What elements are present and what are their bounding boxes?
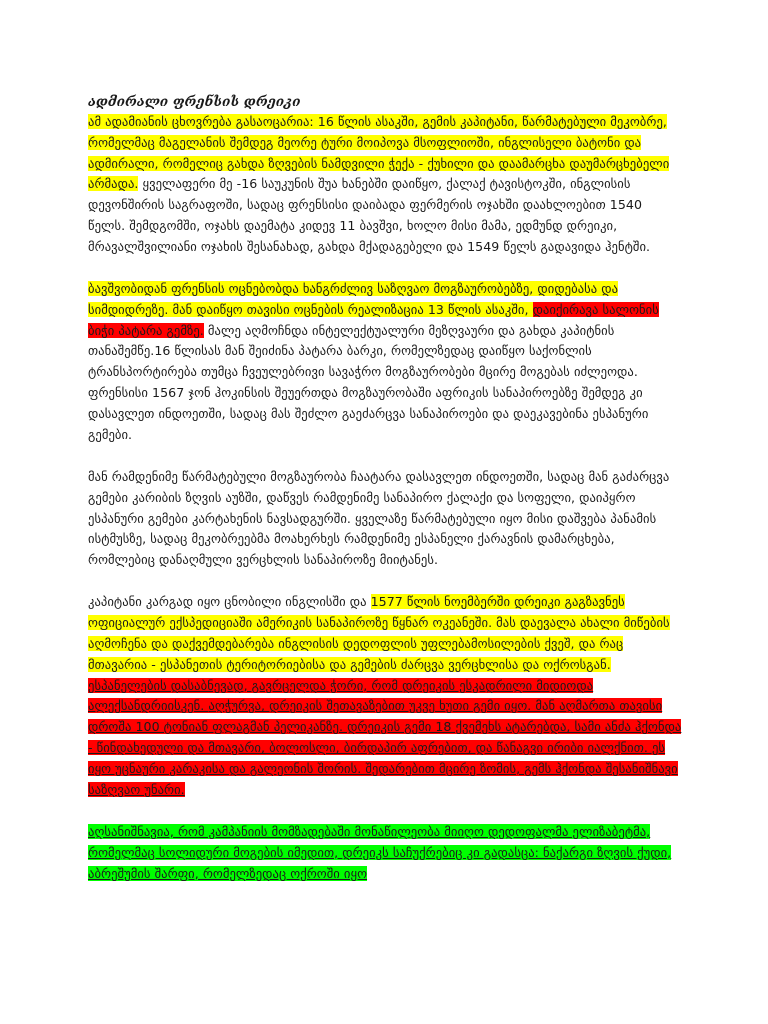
document-page (88, 92, 682, 906)
document-title: ადმირალი ფრენსის დრეიკი (88, 94, 301, 110)
body-text: ყველაფერი მე -16 საუკუნის შუა ხანებში დაიწყო, ქალაქ ტავისტოკში, ინგლისის დევონშირის საგრაფოში, სადაც ფრენსისი დაიბადა ფერმერის ოჯახში დაახლოებით 1540 წელს. შემდგომში, ოჯახს დაემატა კიდევ 11 ბავშვი, ხოლო მისი მამა, ედმუნდ დრეიკი, მრავალშვილიანი ოჯახის შესანახად, გახდა მქადაგებელი და 1549 წელს გადავიდა ჰენტში. (88, 176, 651, 254)
body-text: მან რამდენიმე წარმატებული მოგზაურობა ჩაატარა დასავლეთ ინდოეთში, სადაც მან გაძარცვა გემები კარიბის ზღვის აუზში, დაწვეს რამდენიმე სანაპირო ქალაქი და სოფელი, დაიპყრო ესპანური გემები კარტახენის ნავსადგურში. ყველაზე წარმატებული იყო მისი დაშვება პანამის ისტმუსზე, სადაც მეკობრეებმა მოახერხეს რამდენიმე ესპანელი ქარავნის დამარცხება, რომლებიც დანაღმული ვერცხლის სანაპიროზე მიიტანეს. (88, 468, 670, 568)
highlighted-text-red: ესპანელების დასაბნევად, გავრცელდა ჭორი, რომ დრეიკის ესკადრილი მიდიოდა ალექსანდრიისკენ. (88, 677, 594, 714)
paragraph-2 (88, 279, 682, 445)
paragraph-3 (88, 467, 682, 571)
highlighted-text-red: დაიქირავა სალონის ბიჭი პატარა გემზე. (88, 301, 659, 338)
paragraph-5 (88, 822, 682, 884)
highlighted-text-yellow: ამ ადამიანის ცხოვრება გასაოცარია: 16 წლის ასაკში, გემის კაპიტანი, წარმატებული მეკობრე, რომელმაც მაგელანის შემდეგ მეორე ტური მოიპოვა მსოფლიოში, ინგლისელი ბატონი და ადმირალი, რომელიც გახდა ზღვების ნამდვილი ჭექა - ქუხილი და დაამარცხა დაუმარცხებელი არმადა. (88, 114, 670, 192)
highlighted-text-red: აღჭურვა, დრეიკის შეთავაზებით უკვე ხუთი გემი იყო. მან აღმართა თავისი დროშა 100 ტონიან ფლაგმან პელიკანზე. დრეიკის გემი 18 ქვემეხს ატარებდა, სამი ანძა ჰქონდა - წინდახედული და მთავარი, ბოლოსლი, ბირდაპირ აფრებით, და წანაგვი ირიბი იალქნით. ეს იყო უცნაური კარაკისა და გალეონის შორის. შედარებით მცირე ზომის, გემს ჰქონდა შესანიშნავი საზღვაო უნარი. (88, 698, 682, 797)
body-text: მალე აღმოჩნდა ინტელექტუალური მეზღვაური და გახდა კაპიტნის თანაშემწე.16 წლისას მან შეიძინა პატარა ბარკი, რომელზედაც დაიწყო საქონლის ტრანსპორტირება თუმცა ჩვეულებრივი სავაჭრო მოგზაურობები მცირე მოგებას იძლეოდა. ფრენსისი 1567 ჯონ ჰოკინსის შეუერთდა მოგზაურობაში აფრიკის სანაპიროებზე შემდეგ კი დასავლეთ ინდოეთში, სადაც მას შეძლო გაეძარცვა სანაპიროები და დაეკავებინა ესპანური გემები. (88, 322, 649, 442)
paragraph-4 (88, 592, 682, 800)
highlighted-text-yellow: ბავშვობიდან ფრენსის ოცნებობდა ხანგრძლივ საზღვაო მოგზაურობებზე, დიდებასა და სიმდიდრეზე. მან დაიწყო თავისი ოცნების რეალიზაცია 13 წლის ასაკში, (88, 281, 619, 317)
highlighted-text-green: აღსანიშნავია, რომ კამპანიის მომზადებაში მონაწილეობა მიიღო დედოფალმა ელიზაბეტმა, რომელმაც სოლიდური მოგების იმედით, დრეიკს საჩუქრებიც კი გადასცა: ნაქარგი ზღვის ქუდი, აბრეშუმის შარფი, რომელზედაც ოქროში იყო (88, 823, 672, 881)
body-text: კაპიტანი კარგად იყო ცნობილი ინგლისში და (88, 594, 371, 610)
highlighted-text-yellow: 1577 წლის ნოემბერში დრეიკი გაგზავნეს ოფიციალურ ექსპედიციაში ამერიკის სანაპიროზე წყნარ ოკეანეში. მას დაევალა ახალი მიწების აღმოჩენა და დაქვემდებარება ინგლისის დედოფლის უფლებამოსილების ქვეშ, და რაც მთავარია - ესპანეთის ტერიტორიებისა და გემების ძარცვა ვერცხლისა და ოქროსგან. (88, 594, 670, 672)
document-body (88, 112, 682, 884)
paragraph-1 (88, 112, 682, 258)
